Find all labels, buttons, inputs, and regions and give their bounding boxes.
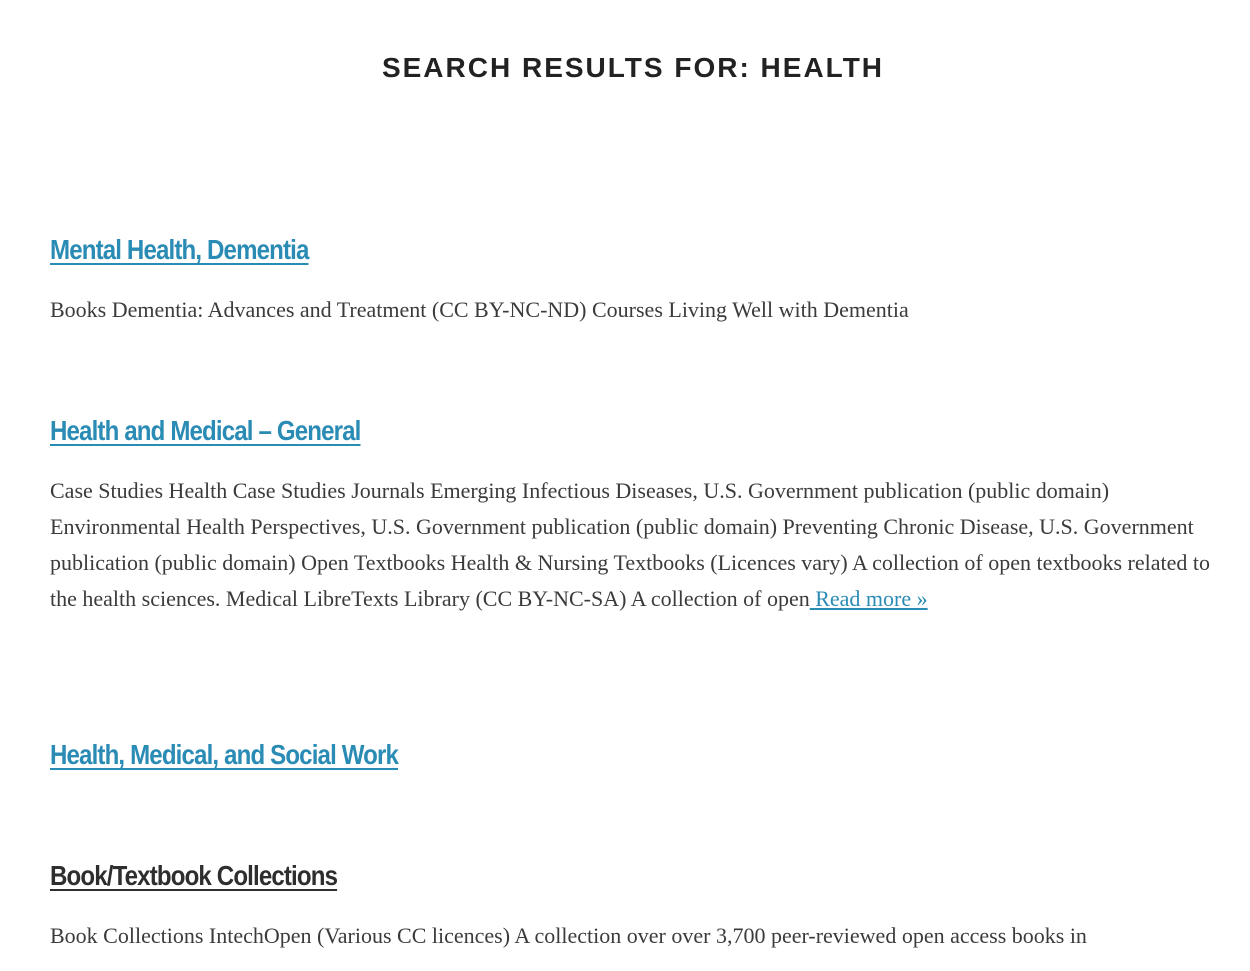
result-excerpt xyxy=(50,473,1225,617)
read-more-link[interactable]: Read more » xyxy=(809,586,928,611)
result-item xyxy=(50,852,1225,954)
result-title-link[interactable]: Mental Health, Dementia xyxy=(50,234,309,265)
result-title xyxy=(50,226,1061,274)
result-title-link[interactable]: Health and Medical – General xyxy=(50,415,361,446)
result-title-link[interactable]: Book/Textbook Collections xyxy=(50,860,338,891)
result-excerpt: Book Collections IntechOpen (Various CC licences) A collection over over 3,700 peer-reviewed open access books in xyxy=(50,923,1087,948)
result-excerpt: Books Dementia: Advances and Treatment (CC BY-NC-ND) Courses Living Well with Dementia xyxy=(50,297,909,322)
result-item xyxy=(50,226,1225,328)
page-title: SEARCH RESULTS FOR: HEALTH xyxy=(381,52,885,83)
result-title-link[interactable]: Health, Medical, and Social Work xyxy=(50,739,399,770)
result-title xyxy=(50,731,1061,779)
result-item xyxy=(50,407,1225,617)
result-title xyxy=(50,407,1061,455)
result-item xyxy=(50,731,1225,779)
result-title xyxy=(50,852,1061,900)
result-excerpt-text: Case Studies Health Case Studies Journals Emerging Infectious Diseases, U.S. Government publication (public domain) Environmental Health Perspectives, U.S. Government publication (public domain) Preventing Chronic Disease, U.S. Government publication (public domain) Open Textbooks Health & Nursing Textbooks (Licences vary) A collection of open textbooks related to the health sciences. Medical LibreTexts Library (CC BY-NC-SA) A collection of open xyxy=(50,478,1211,611)
